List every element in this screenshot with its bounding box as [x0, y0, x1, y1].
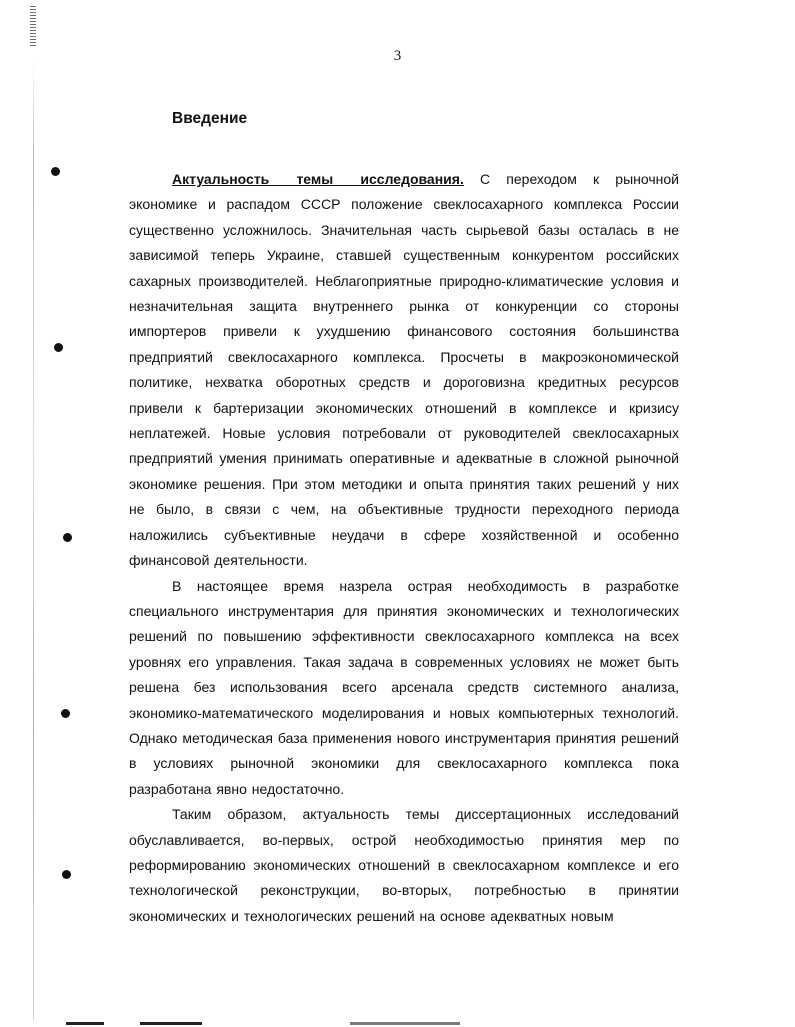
binder-hole — [51, 167, 60, 176]
body-text — [129, 167, 679, 929]
binder-hole — [63, 533, 72, 542]
scan-bottom-mark — [140, 1022, 202, 1025]
paragraph-text: С переходом к рыночной экономике и распадом СССР положение свеклосахарного комплекса России существенно усложнилось. Значительная часть сырьевой базы осталась в не зависимой теперь Украине, ставшей существенным конкурентом российских сахарных производителей. Неблагоприятные природно-климатические условия и незначительная защита внутреннего рынка от конкуренции со стороны импортеров привели к ухудшению финансового состояния большинства предприятий свеклосахарного комплекса. Просчеты в макроэкономической политике, нехватка оборотных средств и дороговизна кредитных ресурсов привели к бартеризации экономических отношений в комплексе и кризису неплатежей. Новые условия потребовали от руководителей свеклосахарных предприятий умения принимать оперативные и адекватные в сложной рыночной экономике решения. При этом методики и опыта принятия таких решений у них не было, в связи с чем, на объективные трудности переходного периода наложились субъективные неудачи в сфере хозяйственной и особенно финансовой деятельности. — [129, 171, 679, 569]
scan-bottom-mark — [66, 1022, 104, 1025]
section-heading: Введение — [172, 110, 248, 127]
binder-hole — [62, 870, 71, 879]
paragraph: В настоящее время назрела острая необходимость в разработке специального инструментария для принятия экономических и технологических решений по повышению эффективности свеклосахарного комплекса на всех уровнях его управления. Такая задача в современных условиях не может быть решена без использования всего арсенала средств системного анализа, экономико-математического моделирования и новых компьютерных технологий. Однако методическая база применения нового инструментария принятия решений в условиях рыночной экономики для свеклосахарного комплекса пока разработана явно недостаточно. — [129, 577, 679, 797]
scan-edge-line — [33, 60, 34, 1020]
binder-hole — [61, 709, 70, 718]
scan-margin-artifact — [30, 6, 36, 46]
binder-hole — [54, 343, 63, 352]
page-number: 3 — [393, 48, 402, 64]
scan-bottom-mark — [350, 1022, 460, 1025]
paragraph — [129, 167, 679, 574]
paragraph-lead: Актуальность темы исследования. — [172, 171, 464, 187]
paragraph: Таким образом, актуальность темы диссертационных исследований обуславливается, во-первых, острой необходимостью принятия мер по реформированию экономических отношений в свеклосахарном комплексе и его технологической реконструкции, во-вторых, потребностью в принятии экономических и технологических решений на основе адекватных новым — [129, 806, 679, 924]
